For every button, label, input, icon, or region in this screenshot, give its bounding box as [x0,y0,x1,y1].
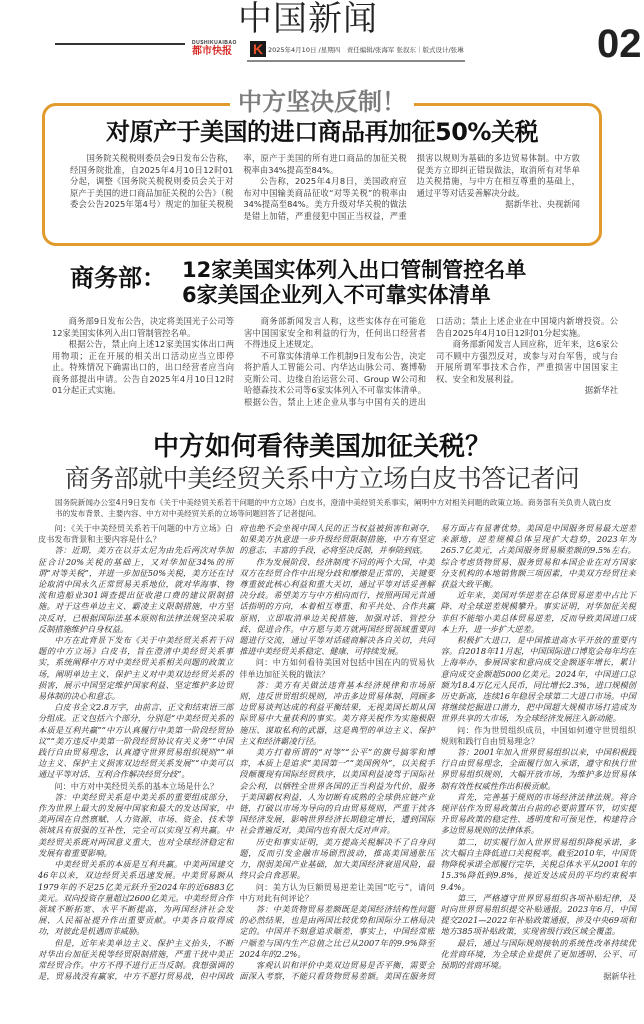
interview-answer: 近年来，美国对华逆差在总体贸易逆差中占比下降、对全球逆差规模攀升。事实证明，对华加征关税非但不能缩小美总体贸易逆差，反而导致美国进口成本上升，进一步扩大逆差。 [440,590,636,634]
article2-body [52,316,618,408]
interview-answer: 但是，近年来美单边主义、保护主义抬头，不断对华出台加征关税等经贸限制措施，严重干扰中美正常经贸合作。中方不得不进行正当反制。我想强调的是，贸易战没有赢家，中方不愿打贸易战，但中国政府也绝不会坐视中国人民的正当权益被损害和剥夺，如果美方执意进一步升级经贸限制措施，中方有坚定的意志、丰富的手段，必将坚决反制，并奉陪到底。 [38,523,435,982]
paragraph: 商务部新闻发言人回应称，近年来，这6家公司不顾中方强烈反对，或参与对台军售，或与台开展所谓军事技术合作，严重损害中国国家主权、安全和发展利益。 [436,339,618,384]
interview-answer: 白皮书全文2.8万字，由前言、正文和结束语三部分组成。正文包括六个部分，分别是“中美经贸关系的本质是互利共赢”“中方认真履行中美第一阶段经贸协议”“美方违反中美第一阶段经贸协议有关义务”“中国践行自由贸易理念，认真遵守世界贸易组织规则”“单边主义、保护主义损害双边经贸关系发展”“中美可以通过平等对话、互利合作解决经贸分歧”。 [38,702,234,780]
interview-answer: 第二，切实履行加入世界贸易组织降税承诺，多次大幅自主降低进口关税税率。截至2010年，中国货物降税承诺全部履行完毕，关税总体水平从2001年的15.3%降低到9.8%，接近发达成员的平均约束税率9.4%。 [440,836,636,892]
paragraph: 国务院关税税则委员会9日发布公告称，经国务院批准，自2025年4月10日12时01分起，调整《国务院关税税则委员会关于对原产于美国的进口商品加征关税的公告》（税委会公告2025年第4号）规定的加征关税税率，原产于美国的所有进口商品的加征关税税率由34%提高至84%。 [70,153,407,209]
interview-answer: 客观认识和评价中美双边贸易是否平衡，需要全面深入考察，不能只看货物贸易差额。美国在服务贸易方面占有显著优势。美国是中国服务贸易最大逆差来源地，逆差规模总体呈现扩大趋势，2023年为265.7亿美元，占美国服务贸易顺差额的9.5%左右。综合考虑货物贸易、服务贸易和本国企业在对方国家分支机构的本地销售额三项因素，中美双方经贸往来获益大致平衡。 [239,523,636,982]
interview-answer: 答：中美经贸关系是中美关系的重要组成部分，作为世界上最大的发展中国家和最大的发达国家，中美两国在自然禀赋、人力资源、市场、资金、技术等领域具有很强的互补性，完全可以实现互利共赢。中美经贸关系既对两国意义重大，也对全球经济稳定和发展有着重要影响。 [38,791,234,858]
article2-label: 商务部： [70,264,166,292]
title-line: 6家美国企业列入不可靠实体清单 [182,283,491,307]
title-line: 12家美国实体列入出口管制管控名单 [182,258,527,282]
source-credit: 据新华社 [603,971,636,982]
interview-question: 问：美方认为巨额贸易逆差让美国“吃亏”，请问中方对此有何评论？ [239,881,435,903]
interview-question: 问：《关于中美经贸关系若干问题的中方立场》白皮书发布背景和主要内容是什么？ [38,523,234,545]
header-rule-left [55,43,185,45]
interview-answer: 中美经贸关系的本质是互利共赢。中美两国建交46年以来，双边经贸关系迅速发展。中美贸易额从1979年的不足25亿美元跃升至2024年的近6883亿美元。双向投资存量超过2600亿美元。中美经贸合作领域不断拓宽、水平不断提高，为两国经济社会发展、人民福祉提升作出重要贡献。中美各自取得成功，对彼此是机遇而非威胁。 [38,859,234,937]
paragraph: 根据公告，禁止向上述12家美国实体出口两用物项；正在开展的相关出口活动应当立即停止。特殊情况下确需出口的，出口经营者应当向商务部提出申请。公告自2025年4月10日12时01分起正式实施。 [52,339,234,395]
paragraph: 商务部新闻发言人称，这些实体存在可能危害中国国家安全和利益的行为，任何出口经营者不得违反上述规定。 [244,316,426,349]
interview-answer: 答：近期，美方在以芬太尼为由先后两次对华加征合计20%关税的基础上，又对华加征34%的所谓“对等关税”，并进一步加征50%关税，美方还在讨论取消中国永久正常贸易关系地位，就对华海事、物流和造船业301调查提出征收港口费的建议限制措施。对于这些单边主义、霸凌主义限制措施，中方坚决反对，已根据国际法基本原则和法律法规坚决采取反制措施维护自身权益。 [38,545,234,634]
page-number: 02 [597,22,642,66]
interview-question: 问：作为世贸组织成员，中国如何遵守世贸组织规则和践行自由贸易理念？ [440,724,636,746]
masthead-section-title: 中国新闻 [238,0,378,39]
kicker-text: 中方坚决反制！ [230,88,414,116]
article2-title [182,258,526,308]
article1-body [70,153,580,222]
interview-answer: 答：中美货物贸易差额既是美国经济结构性问题的必然结果，也是由两国比较优势和国际分工格局决定的。中国并不刻意追求顺差，事实上，中国经常账户顺差与国内生产总值之比已从2007年的9.9%降至2024年的2.2%。 [239,903,435,959]
article3-qa-body [38,523,636,982]
interview-answer: 作为发展阶段、经济制度不同的两个大国，中美双方在经贸合作中出现分歧和摩擦是正常的，关键要尊重彼此核心利益和重大关切，通过平等对话妥善解决分歧。希望美方与中方相向而行，按照两国元首通话指明的方向，本着相互尊重、和平共处、合作共赢原则，立即取消单边关税措施，加强对话、管控分歧、促进合作。中方愿与美方就两国经贸领域重要问题进行交流，通过平等对话磋商解决各自关切，共同推进中美经贸关系稳定、健康、可持续发展。 [239,556,435,657]
interview-question: 问：中方对中美经贸关系的基本立场是什么？ [54,780,219,791]
interview-answer: 中方在此背景下发布《关于中美经贸关系若干问题的中方立场》白皮书，旨在澄清中美经贸关系事实，系统阐释中方对中美经贸关系相关问题的政策立场，阐明单边主义、保护主义对中美双边经贸关系的损害，展示中国坚定维护国家利益、坚定维护多边贸易体制的决心和意志。 [38,635,234,702]
dateline: 2025年4月10日 /星期四 责任编辑/张海军 张叙东｜版式设计/张琳 [268,46,464,54]
paragraph: 不可靠实体清单工作机制9日发布公告，决定将护盾人工智能公司、内华达山脉公司、赛博勒克斯公司、边缘自治运营公司、Group W公司和哈德森技术公司等6家实体列入不可靠实体清单。根据公告，禁止上述企业从事与中国有关的进出口活动；禁止上述企业在中国境内新增投资。公告自2025年4月10日12时01分起实施。 [244,316,618,407]
interview-answer: 美方打着所谓的“对等”“公平”的旗号搞零和博弈，本质上是追求“美国第一”“美国例外”，以关税手段颠覆现有国际经贸秩序，以美国利益凌驾于国际社会公利，以牺牲全世界各国的正当利益为代价，服务于美国霸权利益，人为切断有成熟的全球供应链产业链，打破以市场为导向的自由贸易规则，严重干扰各国经济发展，影响世界经济长期稳定增长，遭到国际社会普遍反对，美国内也有很大反对声音。 [239,747,435,836]
interview-answer: 答：美方有关做法违背基本经济规律和市场原则，违反世贸组织规则，冲击多边贸易体制，罔顾多边贸易谈判达成的利益平衡结果，无视美国长期从国际贸易中大量获利的事实。美方将关税作为实施极限施压、谋取私利的武器，这是典型的单边主义、保护主义和经济霸凌行径。 [239,679,435,746]
header-rule-right [247,60,465,62]
interview-answer: 首先，完善基于规则的市场经济法律法规。将合规评估作为贸易政策出台前的必要前置环节，切实提升贸易政策的稳定性、透明度和可预见性，构建符合多边贸易规则的法律体系。 [440,791,636,836]
article1-title: 对原产于美国的进口商品再加征50%关税 [106,118,538,146]
interview-answer: 历史和事实证明，美方提高关税解决不了自身问题，反而引发金融市场剧烈波动，推高美国通胀压力，削弱美国产业基础，加大美国经济衰退风险，最终只会自食恶果。 [239,836,435,881]
interview-question: 问：中方如何看待美国对包括中国在内的贸易伙伴单边加征关税的做法？ [239,657,435,679]
interview-answer: 最后，通过与国际规则接轨的系统性改革持续优化营商环境，为全球企业提供了更加透明、公平、可预期的营商环境。 [440,937,636,970]
interview-answer: 第三，严格遵守世界贸易组织各项补贴纪律，及时向世界贸易组织提交补贴通报。2023年6月，中国提交2021—2022年补贴政策通报，涉及中央69项和地方385项补贴政策，实现省级行政区域全覆盖。 [440,892,636,937]
article3-intro: 国务院新闻办公室4月9日发布《关于中美经贸关系若干问题的中方立场》白皮书，澄清中美经贸关系事实，阐明中方对相关问题的政策立场。商务部有关负责人就白皮书的发布背景、主要内容、中方对中美经贸关系的立场等问题回答了记者提问。 [55,498,612,518]
article3-subtitle: 商务部就中美经贸关系中方立场白皮书答记者问 [64,464,580,493]
logo-chinese: 都市快报 [192,46,232,57]
article1-kicker [0,88,644,116]
paragraph: 商务部9日发布公告，决定将美国光子公司等12家美国实体列入出口管制管控名单。 [52,316,234,338]
article3-title: 中方如何看待美国加征关税？ [152,432,491,462]
paragraph: 公告称，2025年4月8日，美国政府宣布对中国输美商品征收“对等关税”的税率由34%提高至84%。美方升级对华关税的做法是错上加错，严重侵犯中国正当权益，严重损害以规则为基础的多边贸易体制。中方敦促美方立即纠正错误做法，取消所有对华单边关税措施，与中方在相互尊重的基础上，通过平等对话妥善解决分歧。 [243,153,580,221]
k-logo-icon: K [250,41,266,57]
interview-answer: 积极扩大进口，是中国推进高水平开放的重要内容。自2018年11月起，中国国际进口博览会每年均在上海举办，参展国家和意向成交金额逐年增长，累计意向成交金额超5000亿美元。2024年，中国进口总额为18.4万亿元人民币，同比增长2.3%，进口规模创历史新高，连续16年稳居全球第二大进口市场。中国将继续挖掘进口潜力，把中国超大规模市场打造成为世界共享的大市场，为全球经济发展注入新动能。 [440,635,636,724]
source-credit: 据新华社、央视新闻 [505,199,580,209]
newspaper-logo [192,41,248,57]
logo-english: DUSHIKUAIBAO [192,40,237,46]
interview-answer: 答：2001年加入世界贸易组织以来，中国积极践行自由贸易理念，全面履行加入承诺，遵守和执行世界贸易组织规则，大幅开放市场，为维护多边贸易体制有效性权威性作出积极贡献。 [440,747,636,791]
source-credit: 据新华社 [584,385,618,395]
